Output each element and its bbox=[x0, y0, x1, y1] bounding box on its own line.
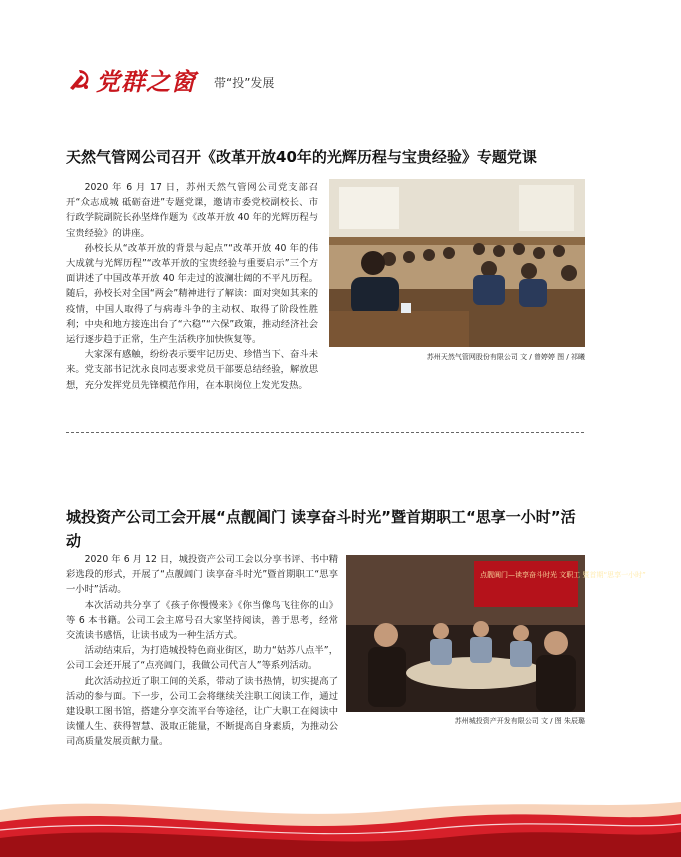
footer-wave-decoration bbox=[0, 780, 681, 857]
article1-paragraph: 大家深有感触，纷纷表示要牢记历史、珍惜当下、奋斗未来。党支部书记沈永良同志要求党员干部要总结经验，解放思想，充分发挥党员先锋模范作用，在本职岗位上发光发热。 bbox=[66, 349, 318, 391]
section-divider bbox=[66, 432, 584, 433]
party-emblem-icon bbox=[66, 66, 92, 92]
article2-photo bbox=[346, 555, 646, 712]
article1-photo-caption: 苏州天然气管网股份有限公司 文 / 曾婷婷 图 / 祁曦 bbox=[426, 353, 585, 361]
article1-title: 天然气管网公司召开《改革开放40年的光辉历程与宝贵经验》专题党课 bbox=[66, 148, 537, 166]
article1-paragraph: 2020 年 6 月 17 日，苏州天然气管网公司党支部召开“众志成城 砥砺奋进”专题党课，邀请市委党校副校长、市行政学院副院长孙坚烽作题为《改革开放 40 年的光辉历程与宝贵经验》的讲座。 bbox=[66, 182, 318, 239]
article1-paragraph: 孙校长从“改革开放的背景与起点”“改革开放 40 年的伟大成就与光辉历程”“改革开放的宝贵经验与重要启示”三个方面讲述了中国改革开放 40 年走过的波澜壮阔的不平凡历程。随后，孙校长对全国“两会”精神进行了解读：面对突如其来的疫情，中国人取得了与病毒斗争的主动权、取得了阶段性胜利；中央和地方接连出台了“六稳”“六保”政策，推动经济社会运行逐步趋于正常，生产生活秩序加快恢复等。 bbox=[66, 242, 318, 346]
article2-paragraph: 本次活动共分享了《孩子你慢慢来》《你当像鸟飞往你的山》等 6 本书籍。公司工会主席号召大家坚持阅读，善于思考，经常交流读书感悟，让读书成为一种生活方式。 bbox=[66, 599, 338, 642]
article2-paragraph: 2020 年 6 月 12 日，城投资产公司工会以分享书评、书中精彩选段的形式，开展了“点靓阊门 读享奋斗时光”暨首期职工“思享一小时”活动。 bbox=[66, 554, 338, 596]
page-header bbox=[66, 60, 626, 96]
article2-photo-caption: 苏州城投资产开发有限公司 文 / 图 朱辰璐 bbox=[454, 717, 585, 725]
banner-text: 点靓阊门—读享奋斗时光 文职工 暨首期“思享一小时” bbox=[480, 571, 646, 579]
column-logo: 党群之窗 bbox=[96, 67, 196, 96]
article2-paragraph: 活动结束后，为打造城投特色商业街区，助力“姑苏八点半”，公司工会还开展了“点亮阊门，我做公司代言人”等系列活动。 bbox=[66, 645, 338, 672]
article1-body bbox=[66, 180, 318, 393]
article2-body bbox=[66, 552, 338, 750]
section-tag: 带“投”发展 bbox=[214, 76, 275, 90]
article1-photo bbox=[329, 179, 585, 347]
article2-title: 城投资产公司工会开展“点靓阊门 读享奋斗时光”暨首期职工“思享一小时”活动 bbox=[66, 508, 576, 550]
article2-paragraph: 此次活动拉近了职工间的关系，带动了读书热情，切实提高了活动的参与面。下一步，公司工会将继续关注职工阅读工作，通过建设职工图书馆，搭建分享交流平台等途径，让广大职工在阅读中读懂人生、获得智慧、汲取正能量，不断提高自身素质，为推动公司高质量发展贡献力量。 bbox=[66, 675, 338, 748]
